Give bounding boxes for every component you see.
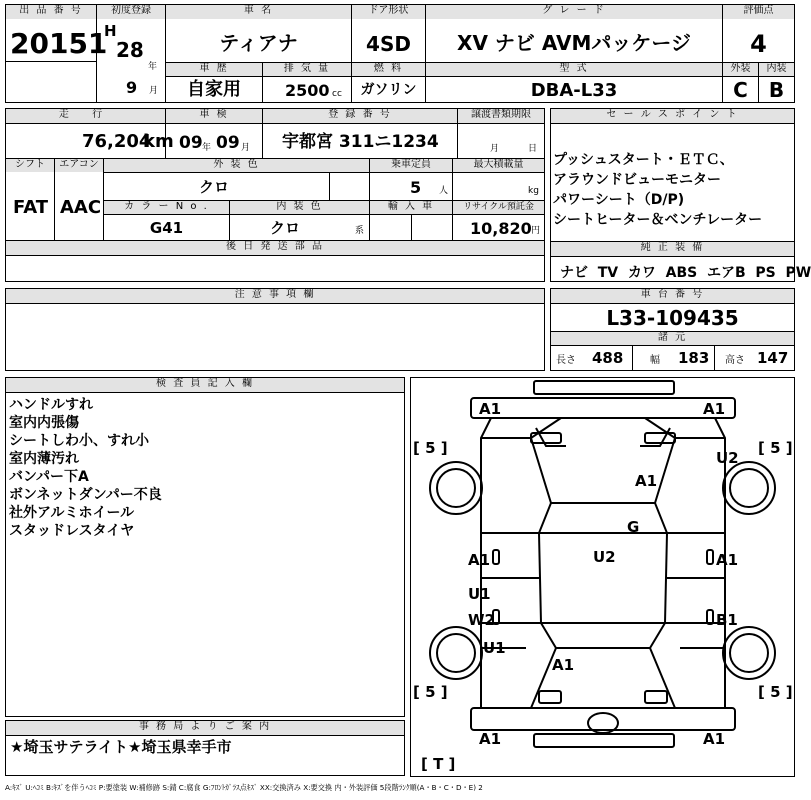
- int-color: クロ: [269, 219, 300, 237]
- equipment-item: ABS: [665, 265, 698, 281]
- equipment-item: カワ: [627, 265, 656, 281]
- damage-mark: A1: [703, 400, 726, 418]
- fuel-label: 燃 料: [352, 63, 425, 76]
- history-label: 車 歴: [166, 63, 262, 76]
- damage-mark: U2: [593, 548, 616, 566]
- model-label: 型 式: [426, 63, 722, 76]
- int-grade: B: [768, 78, 785, 102]
- int-grade-label: 内装: [759, 63, 794, 76]
- insp-month: 09: [216, 133, 240, 153]
- sales-point: アラウンドビューモニター: [553, 172, 721, 188]
- year-unit: 年: [148, 62, 158, 72]
- door-label: ドア形状: [352, 5, 425, 19]
- lot-number: 20151: [10, 27, 108, 60]
- load-label: 最大積載量: [453, 159, 544, 172]
- equipment-item: PS: [755, 265, 776, 281]
- grade-label: グ レ ー ド: [426, 5, 722, 19]
- month-unit: 月: [149, 86, 159, 96]
- inspector-line: 室内薄汚れ: [9, 451, 79, 467]
- damage-mark: G: [627, 518, 640, 536]
- inspector-line: 社外アルミホイール: [9, 505, 135, 521]
- model: DBA-L33: [530, 80, 618, 101]
- first-reg-label: 初度登録: [97, 5, 165, 19]
- office-label: 事 務 局 よ り ご 案 内: [6, 721, 404, 735]
- transfer-month-unit: 月: [490, 144, 500, 154]
- damage-diagram: [410, 377, 795, 777]
- inspection-label: 車 検: [166, 109, 262, 123]
- dims-label: 諸 元: [551, 332, 794, 345]
- score-label: 評価点: [723, 5, 794, 19]
- damage-mark: U2: [716, 449, 739, 467]
- legend: A:ｷｽﾞ U:ﾍｺﾐ B:ｷｽﾞを伴うﾍｺﾐ P:要塗装 W:補修跡 S:錆 C:腐食 G:ﾌﾛﾝﾄｶﾞﾗｽ点ｷｽﾞ XX:交換済み X:要交換 内・外装評価 5段階ﾗﾝｸ順(A・B・C・D・E) 2: [5, 783, 483, 792]
- inspector-line: シートしわ小、すれ小: [9, 433, 149, 449]
- inspector-line: ボンネットダンパー不良: [9, 487, 162, 503]
- insp-year-unit: 年: [202, 143, 212, 153]
- inspector-line: 室内内張傷: [9, 415, 79, 431]
- height-label: 高さ: [725, 355, 745, 366]
- displacement: 2500: [285, 81, 330, 100]
- ac-label: エアコン: [55, 159, 103, 172]
- inspector-label: 検 査 員 記 入 欄: [6, 378, 404, 392]
- inspector-line: バンパー下A: [9, 469, 89, 485]
- length: 488: [592, 349, 624, 367]
- plate-label: 登 録 番 号: [263, 109, 457, 123]
- transfer-label: 譲渡書類期限: [458, 109, 544, 123]
- damage-mark: U1: [483, 639, 506, 657]
- sales-points: [553, 150, 793, 230]
- displacement-label: 排 気 量: [263, 63, 351, 76]
- tire-label: [ 5 ]: [758, 439, 793, 457]
- sales-point: プッシュスタート・ＥＴＣ、: [553, 152, 734, 168]
- width: 183: [678, 349, 710, 367]
- shift-label: シフト: [6, 159, 54, 172]
- insp-year: 09: [179, 133, 203, 153]
- damage-mark: A1: [479, 400, 502, 418]
- capacity-unit: 人: [439, 186, 449, 196]
- transfer-day-unit: 日: [528, 144, 538, 154]
- width-label: 幅: [650, 355, 660, 366]
- capacity-label: 乗車定員: [370, 159, 452, 172]
- recycle-label: リサイクル預託金: [453, 201, 544, 214]
- sales-point: シートヒーター＆ベンチレーター: [553, 212, 763, 228]
- insp-month-unit: 月: [241, 143, 251, 153]
- sales-label: セ ー ル ス ポ イ ン ト: [551, 109, 794, 123]
- fuel: ガソリン: [360, 82, 417, 98]
- damage-mark: A1: [468, 551, 491, 569]
- equipment-item: エアB: [706, 265, 746, 281]
- ext-grade: C: [733, 78, 748, 102]
- recycle-unit: 円: [531, 226, 541, 236]
- car-outline-icon: [411, 378, 794, 776]
- mileage: 76,204: [82, 131, 152, 152]
- sales-point: パワーシート（D/P): [553, 192, 685, 208]
- tire-label: [ 5 ]: [758, 683, 793, 701]
- damage-mark: A1: [703, 730, 726, 748]
- tire-label: [ 5 ]: [413, 683, 448, 701]
- first-reg-year: 28: [116, 38, 144, 62]
- int-color-unit: 系: [355, 226, 365, 236]
- height: 147: [757, 349, 789, 367]
- chassis-label: 車 台 番 号: [551, 289, 794, 303]
- ext-color-label: 外 装 色: [104, 159, 369, 172]
- capacity: 5: [410, 178, 422, 197]
- damage-mark: A1: [479, 730, 502, 748]
- equipment-label: 純 正 装 備: [551, 242, 794, 256]
- equipment-item: ナビ: [560, 265, 588, 281]
- ac: AAC: [60, 197, 102, 218]
- later-parts-label: 後 日 発 送 部 品: [6, 241, 544, 255]
- equipment-list: [560, 262, 811, 282]
- tire-label: [ T ]: [421, 755, 456, 773]
- int-color-label: 内 装 色: [230, 201, 369, 214]
- inspector-line: スタッドレスタイヤ: [9, 523, 135, 539]
- displacement-unit: cc: [332, 89, 342, 99]
- score: 4: [750, 30, 767, 58]
- tire-label: [ 5 ]: [413, 439, 448, 457]
- damage-mark: U1: [468, 585, 491, 603]
- first-reg-month: 9: [126, 78, 138, 97]
- car-name: ティアナ: [219, 31, 298, 55]
- shift: FAT: [13, 197, 49, 218]
- damage-mark: B1: [716, 611, 738, 629]
- import-label: 輸 入 車: [370, 201, 452, 214]
- history: 自家用: [187, 79, 241, 100]
- damage-mark: W2: [468, 611, 495, 629]
- color-no: G41: [149, 219, 184, 237]
- ext-grade-label: 外装: [723, 63, 758, 76]
- load-unit: kg: [528, 186, 539, 196]
- damage-mark: A1: [635, 472, 658, 490]
- door-type: 4SD: [366, 32, 411, 56]
- plate: 宇都宮 311ニ1234: [282, 132, 439, 152]
- color-no-label: カ ラ ー N o .: [104, 201, 229, 214]
- length-label: 長さ: [556, 355, 576, 366]
- damage-mark: A1: [716, 551, 739, 569]
- equipment-item: PW: [785, 265, 811, 281]
- inspector-line: ハンドルすれ: [9, 397, 93, 413]
- office-text: ★埼玉サテライト★埼玉県幸手市: [10, 738, 232, 756]
- inspector-notes: [9, 396, 162, 540]
- grade: XV ナビ AVMパッケージ: [457, 31, 691, 55]
- chassis-number: L33-109435: [606, 306, 739, 330]
- lot-label: 出 品 番 号: [6, 5, 96, 19]
- damage-mark: A1: [552, 656, 575, 674]
- mileage-unit: km: [143, 131, 174, 152]
- car-name-label: 車 名: [166, 5, 351, 19]
- mileage-label: 走 行: [6, 109, 165, 123]
- ext-color: クロ: [198, 178, 229, 196]
- equipment-item: TV: [597, 265, 619, 281]
- notes-label: 注 意 事 項 欄: [6, 289, 544, 303]
- recycle: 10,820: [470, 219, 532, 238]
- era: H: [104, 22, 117, 40]
